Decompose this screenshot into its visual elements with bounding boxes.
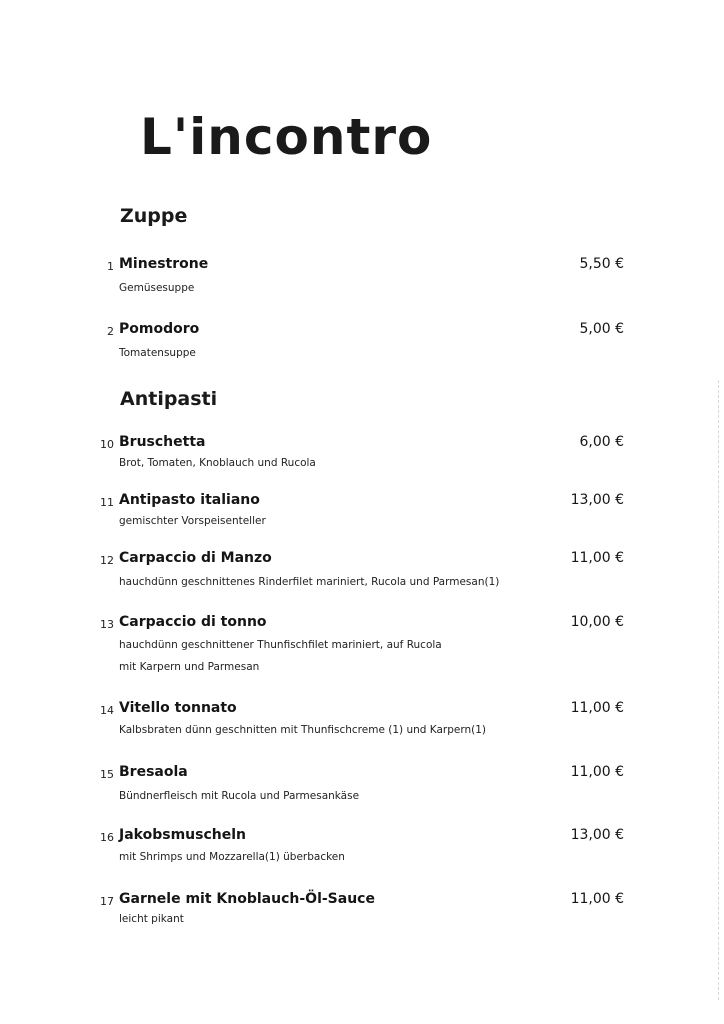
- item-description: Kalbsbraten dünn geschnitten mit Thunfischcreme (1) und Karpern(1): [119, 724, 487, 736]
- item-number: 17: [100, 895, 114, 908]
- item-price: 13,00 €: [570, 492, 624, 508]
- item-description: hauchdünn geschnittener Thunfischfilet mariniert, auf Rucola: [119, 639, 442, 651]
- item-number: 12: [100, 554, 114, 567]
- item-price: 5,50 €: [579, 256, 624, 272]
- menu-title: L'incontro: [140, 108, 433, 166]
- item-price: 11,00 €: [570, 891, 624, 907]
- item-number: 13: [100, 618, 114, 631]
- item-number: 2: [107, 325, 114, 338]
- item-number: 16: [100, 831, 114, 844]
- item-number: 1: [107, 260, 114, 273]
- item-name: Jakobsmuscheln: [119, 827, 246, 843]
- item-price: 11,00 €: [570, 700, 624, 716]
- item-name: Bruschetta: [119, 434, 206, 450]
- item-price: 11,00 €: [570, 764, 624, 780]
- section-heading-antipasti: Antipasti: [120, 388, 218, 410]
- item-name: Antipasto italiano: [119, 492, 260, 508]
- item-name: Pomodoro: [119, 321, 200, 337]
- item-price: 10,00 €: [570, 614, 624, 630]
- item-name: Bresaola: [119, 764, 188, 780]
- item-number: 11: [100, 496, 114, 509]
- item-number: 14: [100, 704, 114, 717]
- item-price: 11,00 €: [570, 550, 624, 566]
- item-price: 13,00 €: [570, 827, 624, 843]
- item-number: 10: [100, 438, 114, 451]
- item-name: Carpaccio di Manzo: [119, 550, 272, 566]
- scan-edge-line: [718, 380, 720, 1000]
- item-description: leicht pikant: [119, 913, 184, 925]
- item-description: gemischter Vorspeisenteller: [119, 515, 266, 527]
- item-price: 5,00 €: [579, 321, 624, 337]
- item-description: Gemüsesuppe: [119, 282, 195, 294]
- item-description: Brot, Tomaten, Knoblauch und Rucola: [119, 457, 316, 469]
- item-description: Tomatensuppe: [119, 347, 196, 359]
- item-name: Minestrone: [119, 256, 209, 272]
- item-number: 15: [100, 768, 114, 781]
- item-name: Garnele mit Knoblauch-Öl-Sauce: [119, 891, 375, 907]
- item-description: Bündnerfleisch mit Rucola und Parmesankäse: [119, 790, 360, 802]
- item-description: mit Shrimps und Mozzarella(1) überbacken: [119, 851, 345, 863]
- item-name: Carpaccio di tonno: [119, 614, 267, 630]
- section-heading-zuppe: Zuppe: [120, 205, 188, 227]
- item-description-line-2: mit Karpern und Parmesan: [119, 661, 260, 673]
- item-name: Vitello tonnato: [119, 700, 237, 716]
- item-description: hauchdünn geschnittenes Rinderfilet mariniert, Rucola und Parmesan(1): [119, 576, 500, 588]
- item-price: 6,00 €: [579, 434, 624, 450]
